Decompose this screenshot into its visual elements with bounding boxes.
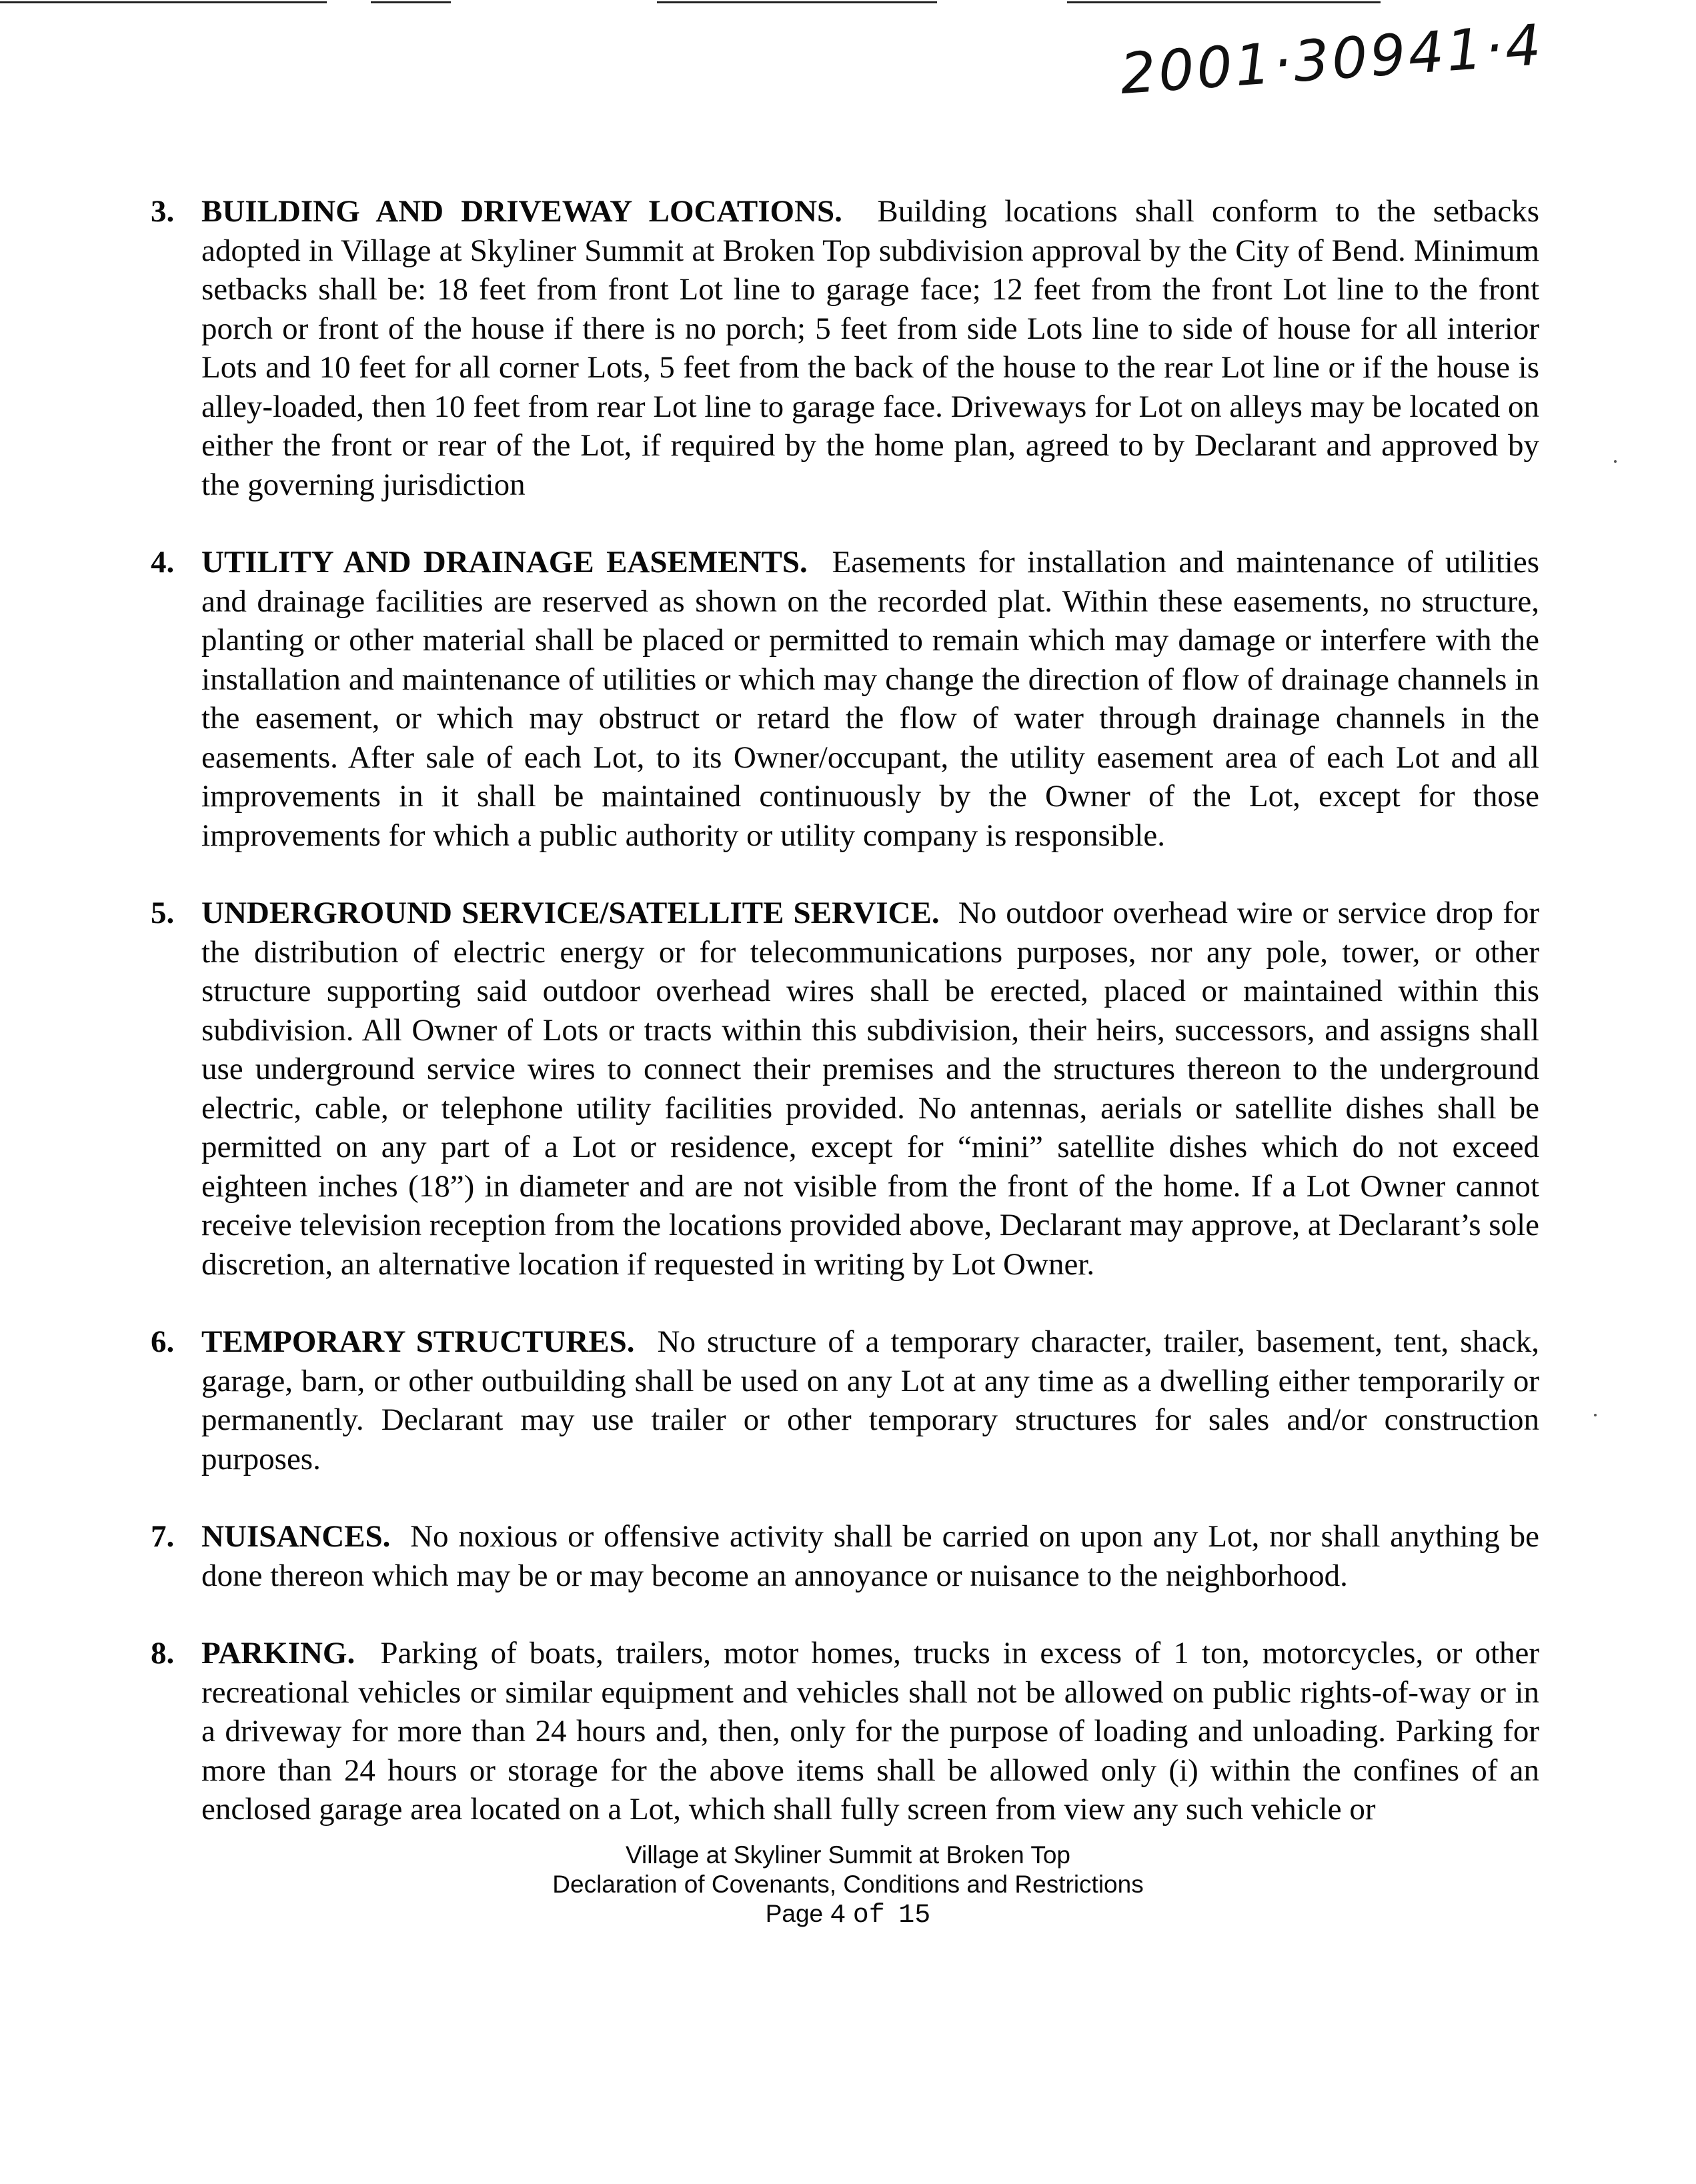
section-utility-drainage: [151, 543, 1539, 855]
scan-edge-line: [0, 1, 327, 3]
section-underground-service: [151, 894, 1539, 1284]
page-number: 4: [830, 1901, 846, 1931]
scan-edge-line: [657, 1, 937, 3]
section-body: Easements for installation and maintenance of utilities and drainage facilities are reserved as shown on the recorded plat. Within these easements, no structure, planting or other material shall be placed or permitted to remain which may damage or interfere with the installation and maintenance of utilities or which may change the direction of flow of drainage channels in the easement, or which may obstruct or retard the flow of water through drainage channels in the easements. After sale of each Lot, to its Owner/occupant, the utility easement area of each Lot and all improvements in it shall be maintained continuously by the Owner of the Lot, except for those improvements for which a public authority or utility company is responsible.: [201, 545, 1540, 853]
page-indicator: [0, 1899, 1696, 1931]
covenant-sections: [151, 192, 1539, 1868]
recording-number: 2001·30941·4: [1118, 11, 1546, 107]
section-paragraph: [201, 192, 1539, 504]
footer-document-title: Declaration of Covenants, Conditions and Restrictions: [552, 1871, 1144, 1898]
section-number: 3.: [151, 194, 175, 229]
section-parking: [151, 1634, 1539, 1829]
section-title: NUISANCES.: [201, 1519, 391, 1554]
section-number: 6.: [151, 1324, 175, 1359]
section-body: No outdoor overhead wire or service drop for the distribution of electric energy or for telecommunications purposes, nor any pole, tower, or other structure supporting said outdoor overhead wires shall be erected, placed or maintained within this subdivision. All Owner of Lots or tracts within this subdivision, their heirs, successors, and assigns shall use underground service wires to connect their premises and the structures thereon to the underground electric, cable, or telephone utility facilities provided. No antennas, aerials or satellite dishes shall be permitted on any part of a Lot or residence, except for “mini” satellite dishes which do not exceed eighteen inches (18”) in diameter and are not visible from the front of the home. If a Lot Owner cannot receive television reception from the locations provided above, Declarant may approve, at Declarant’s sole discretion, an alternative location if requested in writing by Lot Owner.: [201, 896, 1539, 1282]
section-nuisances: [151, 1517, 1539, 1595]
stray-mark: [1594, 1414, 1597, 1416]
section-title: PARKING.: [201, 1636, 355, 1671]
section-body: Parking of boats, trailers, motor homes, trucks in excess of 1 ton, motorcycles, or other recreational vehicles or similar equipment and vehicles shall not be allowed on public rights-of-way or in a driveway for more than 24 hours and, then, only for the purpose of loading and unloading. Parking for more than 24 hours or storage for the above items shall be allowed only (i) within the confines of an enclosed garage area located on a Lot, which shall fully screen from view any such vehicle or: [201, 1636, 1540, 1827]
section-number: 4.: [151, 545, 175, 580]
section-number: 7.: [151, 1519, 175, 1554]
section-title: BUILDING AND DRIVEWAY LOCATIONS.: [201, 194, 842, 229]
section-body: No noxious or offensive activity shall be carried on upon any Lot, nor shall anything be done thereon which may be or may become an annoyance or nuisance to the neighborhood.: [201, 1519, 1539, 1593]
section-temporary-structures: [151, 1322, 1539, 1478]
page-footer: [0, 1841, 1696, 1931]
section-title: UTILITY AND DRAINAGE EASEMENTS.: [201, 545, 808, 580]
page-total: 15: [898, 1901, 931, 1931]
section-building-driveway: [151, 192, 1539, 504]
page-of: of: [852, 1901, 885, 1931]
page-label: Page: [765, 1900, 824, 1927]
section-paragraph: [201, 1322, 1539, 1478]
section-paragraph: [201, 543, 1539, 855]
footer-subdivision-name: Village at Skyliner Summit at Broken Top: [625, 1841, 1070, 1869]
scan-edge-line: [1067, 1, 1381, 3]
section-title: UNDERGROUND SERVICE/SATELLITE SERVICE.: [201, 896, 940, 930]
section-paragraph: [201, 1517, 1539, 1595]
section-number: 5.: [151, 896, 175, 930]
section-body: No structure of a temporary character, trailer, basement, tent, shack, garage, barn, or other outbuilding shall be used on any Lot at any time as a dwelling either temporarily or permanently. Declarant may use trailer or other temporary structures for sales and/or construction purposes.: [201, 1324, 1540, 1476]
section-number: 8.: [151, 1636, 175, 1671]
section-paragraph: [201, 894, 1539, 1284]
scan-edge-line: [371, 1, 451, 3]
section-body: Building locations shall conform to the setbacks adopted in Village at Skyliner Summit at Broken Top subdivision approval by the City of Bend. Minimum setbacks shall be: 18 feet from front Lot line to garage face; 12 feet from the front Lot line to the front porch or front of the house if there is no porch; 5 feet from side Lots line to side of house for all interior Lots and 10 feet for all corner Lots, 5 feet from the back of the house to the rear Lot line or if the house is alley-loaded, then 10 feet from rear Lot line to garage face. Driveways for Lot on alleys may be located on either the front or rear of the Lot, if required by the home plan, agreed to by Declarant and approved by the governing jurisdiction: [201, 194, 1540, 502]
stray-mark: [1614, 460, 1617, 463]
section-paragraph: [201, 1634, 1539, 1829]
section-title: TEMPORARY STRUCTURES.: [201, 1324, 635, 1359]
